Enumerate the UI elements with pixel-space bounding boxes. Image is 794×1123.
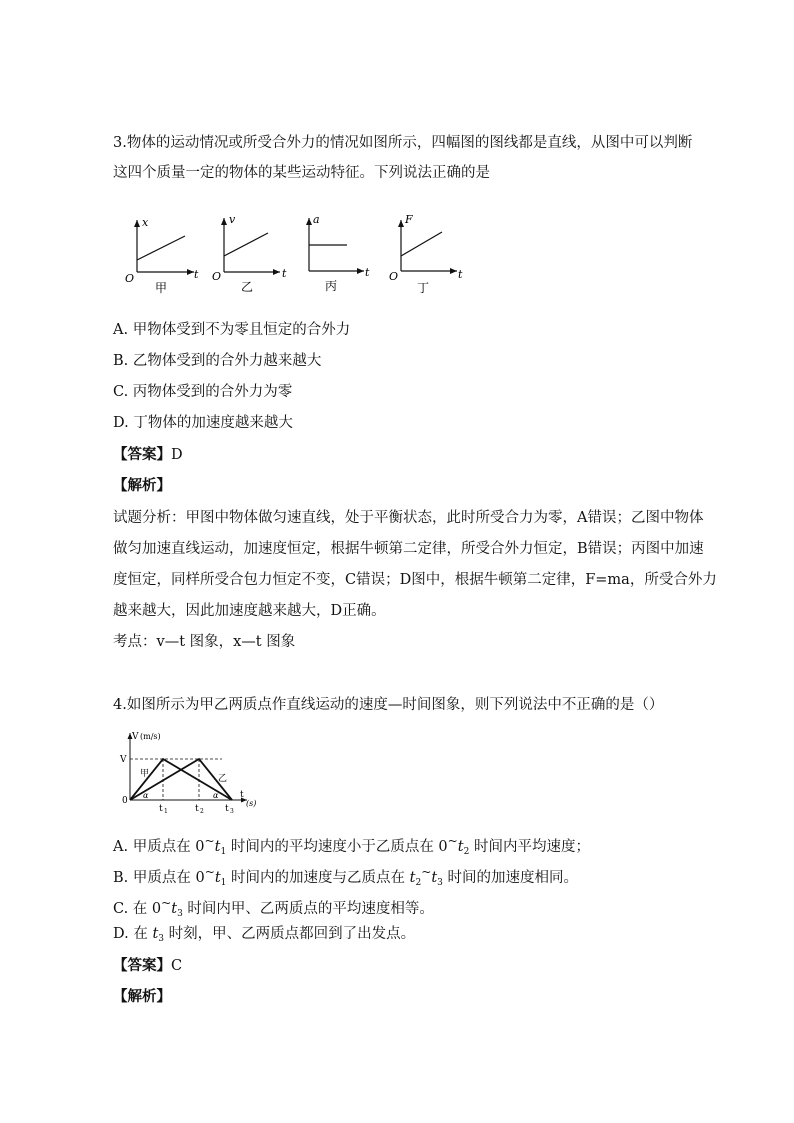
graph-yi-ylabel: v <box>229 213 236 226</box>
q4-t2: t <box>195 804 199 814</box>
graph-yi-caption: 乙 <box>241 280 254 294</box>
q3-analysis-line1: 试题分析：甲图中物体做匀速直线，处于平衡状态，此时所受合力为零，A错误；乙图中物体 <box>113 510 704 526</box>
graph-ding-xlabel: t <box>458 268 463 281</box>
q4-analysis-label: 【解析】 <box>113 988 171 1005</box>
q3-option-b: B. 乙物体受到的合外力越来越大 <box>113 353 322 369</box>
graph-jia-origin: O <box>125 272 135 285</box>
graph-bing-xlabel: t <box>365 266 370 279</box>
q4-t3: t <box>225 804 229 814</box>
q3-option-d: D. 丁物体的加速度越来越大 <box>113 415 293 431</box>
q4-alpha-left: α <box>143 791 149 800</box>
q3-option-a: A. 甲物体受到不为零且恒定的合外力 <box>113 322 351 338</box>
q4-t3-sub: 3 <box>230 808 234 815</box>
q3-stem-line2: 这四个质量一定的物体的某些运动特征。下列说法正确的是 <box>113 165 490 181</box>
q3-stem-line1: 3.物体的运动情况或所受合外力的情况如图所示，四幅图的图线都是直线，从图中可以判断 <box>113 135 693 151</box>
q3-answer-label: 【答案】 <box>113 446 171 463</box>
graph-yi-origin: O <box>212 270 222 283</box>
q4-stem: 4.如图所示为甲乙两质点作直线运动的速度—时间图象，则下列说法中不正确的是（） <box>113 697 664 713</box>
q3-analysis-line3: 度恒定，同样所受合包力恒定不变，C错误；D图中，根据牛顿第二定律，F=ma，所受合外力 <box>113 572 717 588</box>
graph-jia-ylabel: x <box>142 216 149 229</box>
q4-t2-sub: 2 <box>200 808 204 815</box>
graph-bing-caption: 丙 <box>325 279 338 293</box>
q4-t1: t <box>159 804 163 814</box>
q3-option-c: C. 丙物体受到的合外力为零 <box>113 384 293 400</box>
graph-ding-ylabel: F <box>405 213 413 226</box>
q3-analysis-line2: 做匀加速直线运动，加速度恒定，根据牛顿第二定律，所受合外力恒定，B错误；丙图中加速 <box>113 541 704 557</box>
q4-xunit: (s) <box>246 799 257 808</box>
q3-analysis-line4: 越来越大，因此加速度越来越大，D正确。 <box>113 603 386 619</box>
q4-origin: 0 <box>122 796 128 806</box>
q4-yi-label: 乙 <box>218 774 228 784</box>
q3-analysis-label: 【解析】 <box>113 477 171 494</box>
q4-yunit: (m/s) <box>140 732 161 741</box>
q3-answer-value: D <box>171 447 183 463</box>
q4-answer-label: 【答案】 <box>113 957 171 974</box>
q4-option-d: D. 在 $t_3$ 时刻，甲、乙两质点都回到了出发点。 <box>113 926 416 944</box>
q4-vlabel: V <box>120 755 127 765</box>
q4-option-b: B. 甲质点在 $0^\sim t_1$ 时间内的加速度与乙质点在 $t_2^\sim t_3$ 时间的加速度相同。 <box>113 865 578 888</box>
q4-xlabel: t <box>240 790 244 800</box>
q4-answer <box>113 956 182 976</box>
q4-answer-value: C <box>171 958 183 974</box>
graph-bing-ylabel: a <box>313 213 320 226</box>
q4-t1-sub: 1 <box>164 808 168 815</box>
graph-ding-caption: 丁 <box>417 281 430 295</box>
graph-ding-origin: O <box>389 270 399 283</box>
q4-alpha-right: α <box>213 791 219 800</box>
q4-option-a: A. 甲质点在 $0^\sim t_1$ 时间内的平均速度小于乙质点在 $0^\sim t_2$ 时间内平均速度； <box>113 834 590 857</box>
q4-option-c: C. 在 $0^\sim t_3$ 时间内甲、乙两质点的平均速度相等。 <box>113 896 434 919</box>
graph-yi-xlabel: t <box>282 267 287 280</box>
graph-jia-caption: 甲 <box>155 281 168 295</box>
q3-kaodian: 考点：v—t 图象，x—t 图象 <box>113 634 296 650</box>
q4-jia-label: 甲 <box>140 769 150 779</box>
q4-ylabel: V <box>132 732 139 742</box>
graph-jia-xlabel: t <box>194 268 199 281</box>
